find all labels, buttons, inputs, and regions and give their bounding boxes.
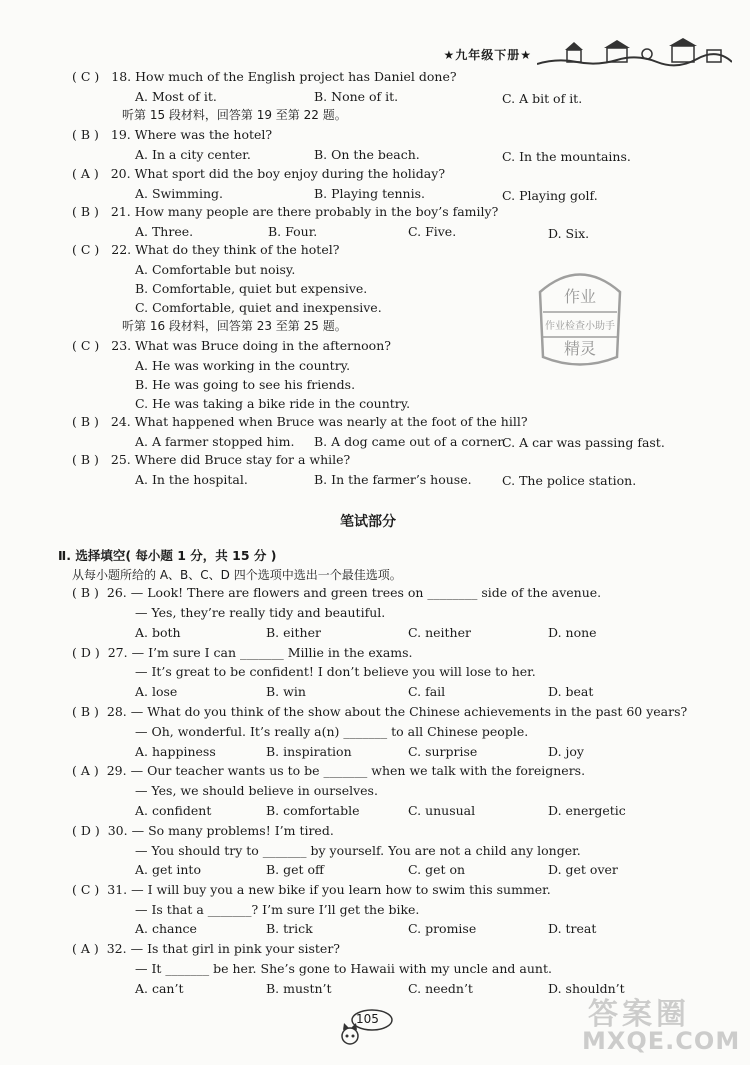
option-b: B. Comfortable, quiet but expensive. <box>135 281 368 296</box>
answer-mark: ( C ) <box>72 69 100 84</box>
question-number: 23. <box>111 338 132 353</box>
question-text: — Our teacher wants us to be _______ when we talk with the foreigners. <box>130 763 586 778</box>
question-text: — I’m sure I can _______ Millie in the exams. <box>131 645 413 660</box>
watermark-url: MXQE.COM <box>582 1027 741 1055</box>
answer-mark: ( A ) <box>72 763 99 778</box>
option-c: C. needn’t <box>408 981 473 996</box>
question-number: 31. <box>107 882 128 897</box>
option-a: A. confident <box>135 803 212 818</box>
site-watermark <box>578 987 741 1057</box>
question-20 <box>72 166 445 181</box>
question-number: 29. <box>106 763 127 778</box>
question-number: 20. <box>110 166 131 181</box>
option-d: D. shouldn’t <box>548 981 625 996</box>
option-a: A. In a city center. <box>135 147 251 162</box>
option-c: C. unusual <box>408 803 476 818</box>
question-number: 22. <box>111 242 132 257</box>
option-c: C. A car was passing fast. <box>502 435 665 450</box>
question-text: — Look! There are flowers and green trees on ________ side of the avenue. <box>130 585 602 600</box>
option-c: C. surprise <box>408 744 478 759</box>
question-number: 25. <box>110 452 131 467</box>
question-text: What do they think of the hotel? <box>135 242 340 257</box>
question-18 <box>72 69 457 84</box>
question-response: — Oh, wonderful. It’s really a(n) _______ to all Chinese people. <box>135 724 529 739</box>
question-text: What sport did the boy enjoy during the holiday? <box>134 166 446 181</box>
section-title: 笔试部分 <box>340 514 396 530</box>
watermark-text: 答案圈 <box>588 997 690 1032</box>
option-b: B. None of it. <box>314 89 399 104</box>
option-b: B. Four. <box>268 224 318 239</box>
question-text: — So many problems! I’m tired. <box>131 823 334 838</box>
question-text: Where did Bruce stay for a while? <box>134 452 351 467</box>
question-number: 21. <box>110 204 131 219</box>
option-a: A. both <box>135 625 181 640</box>
question-response: — It’s great to be confident! I don’t believe you will lose to her. <box>135 664 536 679</box>
question-28 <box>72 704 687 719</box>
option-d: D. beat <box>548 684 594 699</box>
option-a: A. can’t <box>135 981 184 996</box>
answer-mark: ( C ) <box>72 882 100 897</box>
page-header <box>402 28 732 70</box>
option-b: B. either <box>266 625 321 640</box>
answer-mark: ( C ) <box>72 338 100 353</box>
question-response: — Yes, we should believe in ourselves. <box>135 783 378 798</box>
option-b: B. Playing tennis. <box>314 186 425 201</box>
question-number: 27. <box>107 645 128 660</box>
question-text: Where was the hotel? <box>134 127 273 142</box>
question-text: How many people are there probably in the boy’s family? <box>134 204 499 219</box>
option-a: A. A farmer stopped him. <box>135 434 295 449</box>
option-d: D. treat <box>548 921 597 936</box>
question-26 <box>72 585 601 600</box>
answer-mark: ( B ) <box>72 704 99 719</box>
option-d: D. none <box>548 625 597 640</box>
question-number: 24. <box>110 414 131 429</box>
question-text: What was Bruce doing in the afternoon? <box>135 338 391 353</box>
option-b: B. get off <box>266 862 324 877</box>
page-number: 105 <box>356 1012 379 1026</box>
option-b: B. win <box>266 684 306 699</box>
page-number-badge <box>338 1008 398 1048</box>
answer-mark: ( C ) <box>72 242 100 257</box>
option-c: C. promise <box>408 921 477 936</box>
answer-mark: ( D ) <box>72 823 100 838</box>
answer-mark: ( B ) <box>72 204 99 219</box>
stamp-bottom-text: 精灵 <box>563 339 597 358</box>
option-b: B. trick <box>266 921 313 936</box>
question-23 <box>72 338 391 353</box>
option-c: C. Comfortable, quiet and inexpensive. <box>135 300 382 315</box>
option-d: D. Six. <box>548 226 590 241</box>
answer-mark: ( A ) <box>72 166 99 181</box>
question-text: What happened when Bruce was nearly at the foot of the hill? <box>134 414 528 429</box>
answer-mark: ( B ) <box>72 414 99 429</box>
question-text: — I will buy you a new bike if you learn how to swim this summer. <box>131 882 551 897</box>
question-32 <box>72 941 340 956</box>
question-number: 18. <box>111 69 132 84</box>
option-c: C. Playing golf. <box>502 188 598 203</box>
option-b: B. In the farmer’s house. <box>314 472 472 487</box>
question-31 <box>72 882 551 897</box>
option-b: B. He was going to see his friends. <box>135 377 356 392</box>
option-c: C. He was taking a bike ride in the country. <box>135 396 411 411</box>
header-decoration-icon <box>537 36 732 68</box>
listening-note: 听第 16 段材料，回答第 23 至第 25 题。 <box>122 319 347 333</box>
answer-mark: ( A ) <box>72 941 99 956</box>
option-b: B. comfortable <box>266 803 360 818</box>
option-a: A. happiness <box>135 744 216 759</box>
question-29 <box>72 763 585 778</box>
question-24 <box>72 414 528 429</box>
question-25 <box>72 452 350 467</box>
option-b: B. On the beach. <box>314 147 420 162</box>
question-text: — Is that girl in pink your sister? <box>130 941 341 956</box>
question-response: — Yes, they’re really tidy and beautiful. <box>135 605 386 620</box>
answer-mark: ( D ) <box>72 645 100 660</box>
question-19 <box>72 127 272 142</box>
option-a: A. In the hospital. <box>135 472 248 487</box>
option-a: A. lose <box>135 684 178 699</box>
answer-mark: ( B ) <box>72 452 99 467</box>
option-a: A. get into <box>135 862 201 877</box>
question-number: 19. <box>110 127 131 142</box>
part-title: Ⅱ. 选择填空( 每小题 1 分，共 15 分 ) <box>58 548 277 563</box>
option-c: C. get on <box>408 862 466 877</box>
question-number: 30. <box>107 823 128 838</box>
answer-mark: ( B ) <box>72 585 99 600</box>
option-b: B. inspiration <box>266 744 352 759</box>
stamp-top-text: 作业 <box>563 287 597 306</box>
question-number: 32. <box>106 941 127 956</box>
option-b: B. A dog came out of a corner. <box>314 434 506 449</box>
option-c: C. In the mountains. <box>502 149 631 164</box>
option-a: A. He was working in the country. <box>135 358 351 373</box>
option-a: A. Three. <box>135 224 194 239</box>
question-30 <box>72 823 334 838</box>
question-response: — You should try to _______ by yourself. You are not a child any longer. <box>135 843 581 858</box>
option-d: D. get over <box>548 862 618 877</box>
question-27 <box>72 645 413 660</box>
question-text: — What do you think of the show about the Chinese achievements in the past 60 years? <box>130 704 688 719</box>
question-22 <box>72 242 339 257</box>
option-c: C. fail <box>408 684 446 699</box>
homework-stamp-icon <box>525 262 635 372</box>
option-a: A. Most of it. <box>135 89 217 104</box>
option-d: D. energetic <box>548 803 626 818</box>
option-a: A. Swimming. <box>135 186 223 201</box>
option-d: D. joy <box>548 744 584 759</box>
question-number: 26. <box>106 585 127 600</box>
option-c: C. The police station. <box>502 473 637 488</box>
header-title: ★九年级下册★ <box>443 48 532 62</box>
option-c: C. neither <box>408 625 471 640</box>
option-a: A. Comfortable but noisy. <box>135 262 296 277</box>
option-c: C. A bit of it. <box>502 91 583 106</box>
question-21 <box>72 204 498 219</box>
stamp-middle-text: 作业检查小助手 <box>545 321 615 332</box>
question-text: How much of the English project has Daniel done? <box>135 69 457 84</box>
answer-mark: ( B ) <box>72 127 99 142</box>
question-response: — It _______ be her. She’s gone to Hawaii with my uncle and aunt. <box>135 961 552 976</box>
instruction: 从每小题所给的 A、B、C、D 四个选项中选出一个最佳选项。 <box>72 568 402 582</box>
option-b: B. mustn’t <box>266 981 332 996</box>
question-response: — Is that a _______? I’m sure I’ll get the bike. <box>135 902 420 917</box>
listening-note: 听第 15 段材料，回答第 19 至第 22 题。 <box>122 108 347 122</box>
option-a: A. chance <box>135 921 197 936</box>
option-c: C. Five. <box>408 224 457 239</box>
question-number: 28. <box>106 704 127 719</box>
